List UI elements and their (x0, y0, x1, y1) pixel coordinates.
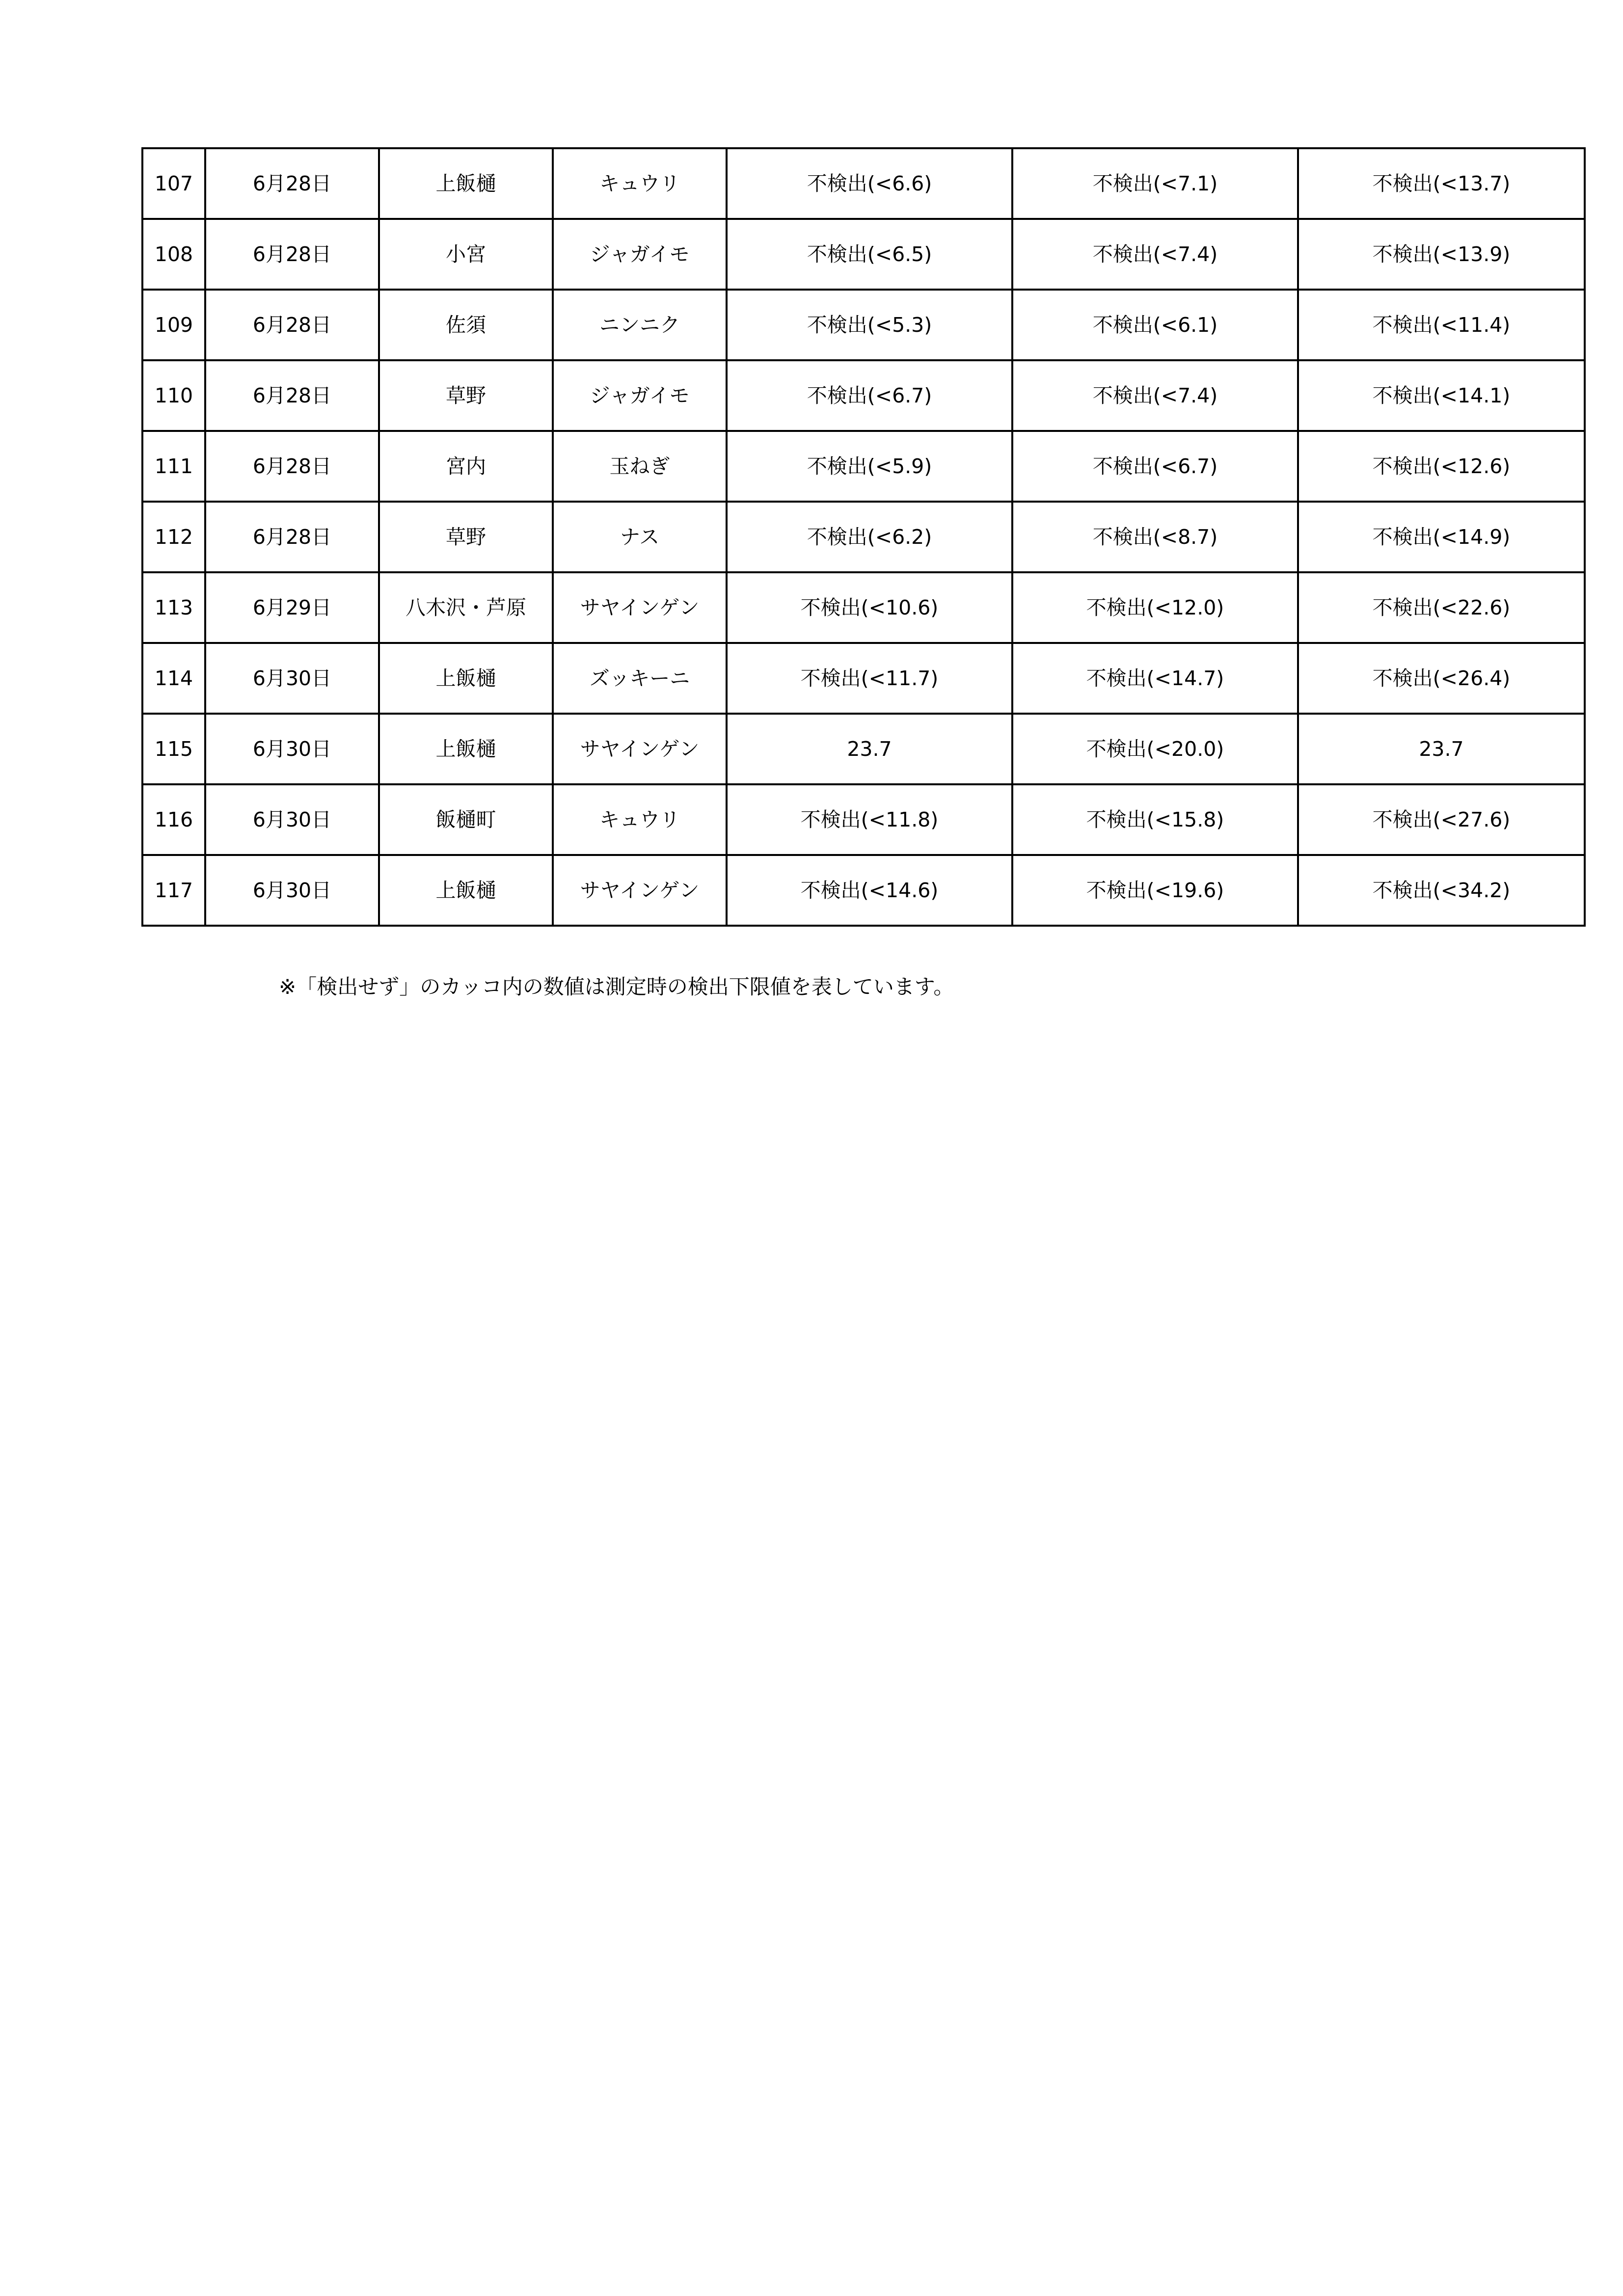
cell-item: ズッキーニ (553, 643, 727, 714)
table-row (142, 431, 1585, 502)
cell-row-number: 108 (142, 219, 205, 290)
table-row (142, 784, 1585, 855)
cell-cs137-value: 不検出(<7.4) (1012, 360, 1298, 431)
cell-sample-date: 6月28日 (205, 360, 379, 431)
cell-cs137-value: 不検出(<6.1) (1012, 290, 1298, 360)
cell-sample-date: 6月30日 (205, 855, 379, 926)
cell-row-number: 107 (142, 148, 205, 219)
cell-total-value: 不検出(<34.2) (1298, 855, 1585, 926)
table-row (142, 148, 1585, 219)
cell-total-value: 不検出(<26.4) (1298, 643, 1585, 714)
cell-cs134-value: 不検出(<11.7) (727, 643, 1012, 714)
cell-row-number: 109 (142, 290, 205, 360)
cell-cs134-value: 不検出(<5.9) (727, 431, 1012, 502)
cell-cs134-value: 不検出(<6.2) (727, 502, 1012, 572)
cell-cs134-value: 不検出(<6.5) (727, 219, 1012, 290)
cell-cs137-value: 不検出(<20.0) (1012, 714, 1298, 784)
cell-total-value: 不検出(<12.6) (1298, 431, 1585, 502)
table-row (142, 502, 1585, 572)
cell-row-number: 113 (142, 572, 205, 643)
cell-cs137-value: 不検出(<7.1) (1012, 148, 1298, 219)
cell-sample-date: 6月28日 (205, 219, 379, 290)
cell-location: 佐須 (379, 290, 553, 360)
cell-location: 飯樋町 (379, 784, 553, 855)
cell-item: サヤインゲン (553, 714, 727, 784)
cell-item: キュウリ (553, 148, 727, 219)
cell-total-value: 不検出(<13.9) (1298, 219, 1585, 290)
cell-item: サヤインゲン (553, 572, 727, 643)
results-table (141, 147, 1586, 927)
cell-sample-date: 6月30日 (205, 784, 379, 855)
table-body (142, 148, 1585, 926)
cell-location: 上飯樋 (379, 855, 553, 926)
cell-row-number: 115 (142, 714, 205, 784)
cell-sample-date: 6月30日 (205, 643, 379, 714)
cell-location: 上飯樋 (379, 643, 553, 714)
cell-sample-date: 6月29日 (205, 572, 379, 643)
cell-sample-date: 6月28日 (205, 290, 379, 360)
cell-location: 小宮 (379, 219, 553, 290)
cell-location: 草野 (379, 360, 553, 431)
table-row (142, 360, 1585, 431)
cell-item: ジャガイモ (553, 219, 727, 290)
cell-item: サヤインゲン (553, 855, 727, 926)
cell-cs137-value: 不検出(<19.6) (1012, 855, 1298, 926)
cell-cs137-value: 不検出(<12.0) (1012, 572, 1298, 643)
cell-cs134-value: 不検出(<10.6) (727, 572, 1012, 643)
cell-location: 宮内 (379, 431, 553, 502)
cell-cs134-value: 不検出(<11.8) (727, 784, 1012, 855)
cell-total-value: 不検出(<22.6) (1298, 572, 1585, 643)
cell-row-number: 112 (142, 502, 205, 572)
cell-location: 八木沢・芦原 (379, 572, 553, 643)
cell-item: ジャガイモ (553, 360, 727, 431)
footnote: ※「検出せず」のカッコ内の数値は測定時の検出下限値を表しています。 (279, 975, 954, 999)
cell-location: 上飯樋 (379, 148, 553, 219)
cell-row-number: 111 (142, 431, 205, 502)
cell-sample-date: 6月30日 (205, 714, 379, 784)
cell-cs137-value: 不検出(<14.7) (1012, 643, 1298, 714)
cell-row-number: 110 (142, 360, 205, 431)
cell-total-value: 不検出(<14.9) (1298, 502, 1585, 572)
table-row (142, 572, 1585, 643)
table-row (142, 219, 1585, 290)
table-row (142, 714, 1585, 784)
cell-sample-date: 6月28日 (205, 148, 379, 219)
cell-cs134-value: 不検出(<14.6) (727, 855, 1012, 926)
table-row (142, 290, 1585, 360)
cell-total-value: 23.7 (1298, 714, 1585, 784)
cell-location: 草野 (379, 502, 553, 572)
table-row (142, 643, 1585, 714)
cell-total-value: 不検出(<14.1) (1298, 360, 1585, 431)
cell-row-number: 117 (142, 855, 205, 926)
cell-row-number: 114 (142, 643, 205, 714)
cell-total-value: 不検出(<11.4) (1298, 290, 1585, 360)
cell-item: ナス (553, 502, 727, 572)
cell-cs137-value: 不検出(<6.7) (1012, 431, 1298, 502)
cell-cs137-value: 不検出(<8.7) (1012, 502, 1298, 572)
cell-location: 上飯樋 (379, 714, 553, 784)
cell-cs134-value: 23.7 (727, 714, 1012, 784)
cell-total-value: 不検出(<13.7) (1298, 148, 1585, 219)
cell-cs137-value: 不検出(<15.8) (1012, 784, 1298, 855)
cell-cs134-value: 不検出(<6.6) (727, 148, 1012, 219)
cell-item: 玉ねぎ (553, 431, 727, 502)
cell-cs134-value: 不検出(<6.7) (727, 360, 1012, 431)
table-row (142, 855, 1585, 926)
cell-item: ニンニク (553, 290, 727, 360)
cell-item: キュウリ (553, 784, 727, 855)
cell-sample-date: 6月28日 (205, 502, 379, 572)
cell-cs134-value: 不検出(<5.3) (727, 290, 1012, 360)
cell-sample-date: 6月28日 (205, 431, 379, 502)
cell-cs137-value: 不検出(<7.4) (1012, 219, 1298, 290)
cell-row-number: 116 (142, 784, 205, 855)
cell-total-value: 不検出(<27.6) (1298, 784, 1585, 855)
